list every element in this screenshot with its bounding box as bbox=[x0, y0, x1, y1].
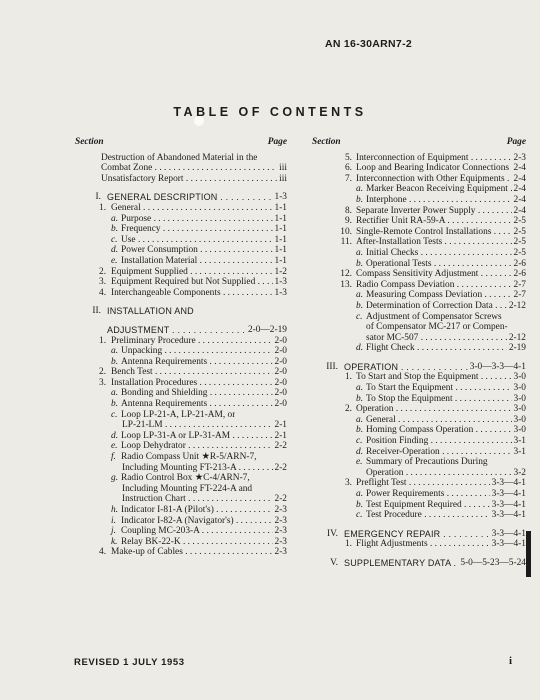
entry-number: e. bbox=[111, 255, 118, 266]
entry-number: b. bbox=[356, 300, 364, 311]
entry-number: III. bbox=[326, 361, 338, 372]
entry-page: 3-0 bbox=[513, 425, 526, 436]
entry-page: 3-0 bbox=[513, 372, 526, 383]
toc-entry bbox=[75, 174, 287, 185]
entry-page: 2-4 bbox=[513, 173, 526, 184]
entry-page: 2-0—2-19 bbox=[247, 324, 287, 335]
entry-title: To Start and Stop the Equipment . . . bbox=[356, 372, 512, 383]
toc-entry bbox=[312, 322, 526, 333]
toc-entry bbox=[312, 269, 526, 280]
entry-title: Rectifier Unit RA-59-A . . . bbox=[356, 216, 512, 227]
entry-title: SUPPLEMENTARY DATA . . . bbox=[344, 558, 458, 569]
toc-entry bbox=[312, 206, 526, 217]
entry-title: To Stop the Equipment . . . bbox=[366, 394, 512, 405]
toc-entry bbox=[75, 378, 287, 389]
toc-entry bbox=[75, 203, 287, 214]
toc-entry bbox=[312, 404, 526, 415]
toc-entry bbox=[75, 505, 287, 516]
entry-title: ADJUSTMENT . . . bbox=[107, 325, 246, 336]
entry-page: 2-0 bbox=[274, 335, 287, 346]
entry-page: 1-3 bbox=[274, 192, 287, 203]
page-heading: Page bbox=[506, 137, 526, 147]
toc-entry bbox=[75, 547, 287, 558]
entry-number: e. bbox=[356, 457, 363, 468]
section-installation-adjustment bbox=[75, 306, 287, 558]
entry-title: Single-Remote Control Installations . . . bbox=[356, 227, 512, 238]
entry-title: GENERAL DESCRIPTION . . . bbox=[107, 192, 273, 203]
entry-title: Frequency . . . bbox=[121, 224, 273, 235]
entry-number: d. bbox=[111, 245, 119, 256]
entry-page: 2-5 bbox=[513, 226, 526, 237]
toc-entry bbox=[75, 494, 287, 505]
entry-page: 2-0 bbox=[274, 399, 287, 410]
toc-entry bbox=[75, 452, 287, 463]
entry-number: a. bbox=[111, 213, 119, 224]
entry-page: 2-2 bbox=[274, 441, 287, 452]
installation-continued-entries bbox=[312, 153, 526, 354]
toc-entry bbox=[312, 237, 526, 248]
entry-page: 1-2 bbox=[274, 266, 287, 277]
toc-entry bbox=[312, 447, 526, 458]
toc-entry bbox=[312, 259, 526, 270]
entry-number: f. bbox=[111, 452, 116, 463]
section-heading: Section bbox=[75, 137, 104, 147]
page-heading: Page bbox=[267, 137, 287, 147]
entry-number: 13. bbox=[340, 279, 352, 290]
toc-entry bbox=[312, 153, 526, 164]
entry-number: h. bbox=[111, 505, 119, 515]
toc-entry bbox=[75, 325, 287, 336]
toc-entry bbox=[75, 224, 287, 235]
entry-title: Loop LP-31-A or LP-31-AM . . . bbox=[121, 431, 273, 442]
entry-number: a. bbox=[356, 489, 364, 499]
entry-number: 3. bbox=[344, 478, 352, 489]
entry-number: e. bbox=[111, 441, 118, 452]
entry-number: c. bbox=[356, 311, 363, 322]
entry-number: c. bbox=[111, 409, 118, 420]
document-number: AN 16-30ARN7-2 bbox=[324, 38, 412, 50]
toc-entry bbox=[312, 184, 526, 195]
toc-entry bbox=[75, 431, 287, 442]
entry-page: 1-1 bbox=[274, 224, 287, 235]
entry-page: 1-1 bbox=[274, 234, 287, 245]
toc-entry bbox=[75, 288, 287, 299]
toc-entry bbox=[312, 529, 526, 540]
entry-title: Radio Control Box ★C-4/ARN-7, bbox=[121, 473, 250, 484]
entry-number: d. bbox=[356, 343, 364, 354]
toc-entry bbox=[312, 372, 526, 383]
entry-title: To Start the Equipment . . . bbox=[366, 383, 512, 394]
toc-entry bbox=[75, 441, 287, 452]
entry-number: IV. bbox=[326, 528, 338, 539]
entry-page: 1-1 bbox=[274, 245, 287, 256]
toc-entry bbox=[312, 457, 526, 468]
entry-number: 11. bbox=[340, 237, 352, 248]
revision-date: REVISED 1 JULY 1953 bbox=[74, 657, 185, 668]
section-operation bbox=[312, 362, 526, 521]
toc-entry bbox=[312, 163, 526, 174]
entry-title: Operation . . . bbox=[366, 468, 512, 479]
entry-title: Including Mounting FT-213-A . . . bbox=[122, 463, 273, 474]
entry-number: 7. bbox=[344, 173, 352, 184]
entry-title: Make-up of Cables . . . bbox=[111, 547, 273, 558]
entry-title: EMERGENCY REPAIR . . . bbox=[344, 529, 490, 540]
entry-title: Interconnection of Equipment . . . bbox=[356, 153, 512, 164]
entry-title: Measuring Compass Deviation . . . bbox=[366, 290, 512, 301]
toc-entry bbox=[75, 399, 287, 410]
toc-entry bbox=[75, 267, 287, 278]
entry-page: 5-0—5-23—5-24 bbox=[460, 557, 526, 568]
entry-number: 12. bbox=[340, 269, 352, 280]
entry-title: sator MC-507 . . . bbox=[366, 333, 507, 344]
entry-page: 2-3 bbox=[274, 505, 287, 515]
toc-entry bbox=[75, 163, 287, 174]
entry-title: Equipment Supplied . . . bbox=[111, 267, 273, 278]
entry-title: General . . . bbox=[111, 203, 273, 214]
entry-page: 2-3 bbox=[513, 152, 526, 163]
entry-number: a. bbox=[356, 383, 364, 394]
toc-entry bbox=[75, 192, 287, 203]
toc-entry bbox=[312, 248, 526, 259]
entry-number: g. bbox=[111, 473, 119, 484]
entry-number: j. bbox=[111, 526, 116, 537]
entry-title: Determination of Correction Data . . . bbox=[366, 301, 507, 312]
section-general-description bbox=[75, 192, 287, 298]
toc-entry bbox=[75, 388, 287, 399]
entry-page: iii bbox=[279, 173, 287, 184]
section-emergency-repair bbox=[312, 529, 526, 550]
entry-title: Purpose . . . bbox=[121, 214, 273, 225]
entry-title: Flight Check . . . bbox=[366, 343, 507, 354]
entry-page: 2-12 bbox=[508, 300, 526, 311]
entry-title: Power Requirements . . . bbox=[366, 489, 490, 500]
toc-entry bbox=[312, 383, 526, 394]
toc-entry bbox=[75, 420, 287, 431]
toc-entry bbox=[312, 301, 526, 312]
entry-title: General . . . bbox=[366, 415, 512, 426]
entry-title: Loop Dehydrator . . . bbox=[121, 441, 273, 452]
entry-page: 3-3—4-1 bbox=[491, 499, 526, 510]
entry-page: 2-7 bbox=[513, 290, 526, 301]
toc-entry bbox=[75, 473, 287, 484]
entry-number: 1. bbox=[99, 202, 107, 213]
entry-page: 2-5 bbox=[513, 216, 526, 227]
toc-entry bbox=[75, 367, 287, 378]
entry-title: Bench Test . . . bbox=[111, 367, 273, 378]
toc-entry bbox=[312, 280, 526, 291]
entry-page: 2-4 bbox=[513, 205, 526, 216]
entry-number: 1. bbox=[344, 539, 352, 550]
entry-page: 3-3—4-1 bbox=[491, 510, 526, 521]
entry-number: i. bbox=[111, 515, 116, 526]
entry-page: 2-4 bbox=[513, 184, 526, 195]
toc-right-column bbox=[312, 137, 526, 569]
entry-title: Initial Checks . . . bbox=[366, 248, 512, 259]
toc-entry bbox=[312, 415, 526, 426]
entry-title: Receiver-Operation . . . bbox=[366, 447, 512, 458]
entry-page: 2-7 bbox=[513, 279, 526, 290]
entry-page: 3-0 bbox=[513, 393, 526, 404]
toc-left-column bbox=[75, 137, 287, 558]
toc-entry bbox=[75, 410, 287, 421]
entry-title: Antenna Requirements . . . bbox=[121, 357, 273, 368]
entry-number: 3. bbox=[99, 377, 107, 388]
entry-number: b. bbox=[356, 194, 364, 205]
entry-number: b. bbox=[356, 499, 364, 510]
entry-title: of Compensator MC-217 or Compen- bbox=[366, 322, 508, 333]
entry-title: INSTALLATION AND bbox=[107, 306, 194, 317]
entry-number: 3. bbox=[99, 277, 107, 288]
entry-title: Use . . . bbox=[121, 235, 273, 246]
entry-title: Flight Adjustments . . . bbox=[356, 539, 490, 550]
entry-number: 4. bbox=[99, 287, 107, 298]
entry-number: b. bbox=[356, 393, 364, 404]
toc-entry bbox=[312, 489, 526, 500]
entry-title: Power Consumption . . . bbox=[121, 245, 273, 256]
entry-number: a. bbox=[356, 247, 364, 258]
toc-entry bbox=[75, 235, 287, 246]
entry-title: Adjustment of Compensator Screws bbox=[366, 311, 502, 322]
toc-entry bbox=[75, 537, 287, 548]
entry-title: Preliminary Procedure . . . bbox=[111, 336, 273, 347]
entry-title: Equipment Required but Not Supplied . . . bbox=[111, 277, 273, 288]
entry-page: 1-1 bbox=[274, 213, 287, 224]
entry-title: Installation Procedures . . . bbox=[111, 378, 273, 389]
entry-page: 2-2 bbox=[274, 462, 287, 473]
entry-page: iii bbox=[279, 163, 287, 174]
toc-entry bbox=[75, 306, 287, 317]
entry-title: Bonding and Shielding . . . bbox=[121, 388, 273, 399]
entry-title: Relay BK-22-K . . . bbox=[121, 537, 273, 548]
toc-entry bbox=[312, 343, 526, 354]
entry-page: 2-0 bbox=[274, 377, 287, 388]
entry-title: Loop LP-21-A, LP-21-AM, or bbox=[121, 409, 236, 420]
entry-title: Homing Compass Operation . . . bbox=[366, 425, 512, 436]
entry-page: 3-3—4-1 bbox=[491, 539, 526, 550]
toc-entry bbox=[312, 539, 526, 550]
entry-title: Interconnection with Other Equipments . . . bbox=[356, 174, 512, 185]
entry-number: V. bbox=[330, 557, 338, 568]
entry-title: After-Installation Tests . . . bbox=[356, 237, 512, 248]
entry-page: 1-3 bbox=[274, 277, 287, 288]
entry-page: 2-3 bbox=[274, 515, 287, 526]
toc-entry bbox=[312, 394, 526, 405]
entry-title: Compass Sensitivity Adjustment . . . bbox=[356, 269, 512, 280]
entry-number: b. bbox=[111, 399, 119, 410]
toc-entry bbox=[75, 346, 287, 357]
section-supplementary-data bbox=[312, 558, 526, 569]
entry-title: Antenna Requirements . . . bbox=[121, 399, 273, 410]
entry-page: 2-0 bbox=[274, 356, 287, 367]
column-header bbox=[312, 137, 526, 148]
entry-title: Radio Compass Deviation . . . bbox=[356, 280, 512, 291]
intro-entries bbox=[75, 153, 287, 185]
entry-page: 3-3—4-1 bbox=[491, 478, 526, 489]
entry-title: Test Equipment Required . . . bbox=[366, 500, 490, 511]
revision-change-bar bbox=[526, 531, 531, 577]
entry-page: 2-3 bbox=[274, 547, 287, 558]
toc-entry bbox=[312, 436, 526, 447]
entry-page: 2-1 bbox=[274, 430, 287, 441]
toc-entry bbox=[312, 500, 526, 511]
entry-page: 1-1 bbox=[274, 255, 287, 266]
entry-number: c. bbox=[356, 436, 363, 447]
toc-entry bbox=[75, 153, 287, 164]
toc-entry bbox=[75, 463, 287, 474]
entry-number: 1. bbox=[344, 372, 352, 383]
entry-title: Marker Beacon Receiving Equipment . . . bbox=[366, 184, 512, 195]
entry-number: b. bbox=[111, 356, 119, 367]
toc-entry bbox=[312, 195, 526, 206]
entry-title: Indicator I-82-A (Navigator's) . . . bbox=[121, 516, 273, 527]
entry-page: 2-4 bbox=[513, 163, 526, 174]
toc-entry bbox=[312, 227, 526, 238]
entry-number: b. bbox=[111, 224, 119, 235]
toc-entry bbox=[312, 362, 526, 373]
entry-title: LP-21-LM . . . bbox=[122, 420, 273, 431]
entry-page: 3-3—4-1 bbox=[491, 528, 526, 539]
entry-number: k. bbox=[111, 536, 118, 547]
entry-title: Preflight Test . . . bbox=[356, 478, 490, 489]
entry-page: 2-6 bbox=[513, 269, 526, 280]
entry-number: 2. bbox=[99, 266, 107, 277]
entry-title: Including Mounting FT-224-A and bbox=[122, 483, 253, 494]
toc-entry bbox=[312, 333, 526, 344]
entry-title: Position Finding . . . bbox=[366, 436, 512, 447]
entry-number: II. bbox=[92, 306, 101, 317]
entry-title: Operation . . . bbox=[356, 404, 512, 415]
entry-title: Installation Material . . . bbox=[121, 256, 273, 267]
entry-page: 3-1 bbox=[513, 446, 526, 457]
entry-number: 2. bbox=[344, 404, 352, 415]
toc-entry bbox=[75, 277, 287, 288]
toc-entry bbox=[75, 245, 287, 256]
section-heading: Section bbox=[312, 137, 341, 147]
entry-title: Separate Inverter Power Supply . . . bbox=[356, 206, 512, 217]
entry-page: 2-5 bbox=[513, 237, 526, 248]
entry-page: 2-5 bbox=[513, 247, 526, 258]
entry-page: 3-0 bbox=[513, 404, 526, 415]
entry-number: b. bbox=[356, 425, 364, 436]
entry-title: Coupling MC-203-A . . . bbox=[121, 526, 273, 537]
entry-title: Operational Tests . . . bbox=[366, 259, 512, 270]
entry-page: 2-19 bbox=[508, 343, 526, 354]
entry-number: 10. bbox=[340, 226, 352, 237]
entry-page: 3-0 bbox=[513, 383, 526, 394]
entry-number: c. bbox=[356, 510, 363, 521]
entry-page: 3-3—4-1 bbox=[491, 489, 526, 499]
entry-page: 2-3 bbox=[274, 526, 287, 537]
entry-number: I. bbox=[95, 192, 101, 203]
entry-number: a. bbox=[356, 414, 364, 425]
entry-page: 2-0 bbox=[274, 346, 287, 357]
toc-entry bbox=[312, 312, 526, 323]
entry-page: 2-3 bbox=[274, 536, 287, 547]
entry-title: Combat Zone . . . bbox=[101, 163, 277, 174]
entry-page: 2-12 bbox=[508, 332, 526, 343]
entry-page: 2-6 bbox=[513, 258, 526, 269]
entry-number: 4. bbox=[99, 547, 107, 558]
entry-title: Interchangeable Components . . . bbox=[111, 288, 273, 299]
entry-title: Destruction of Abandoned Material in the bbox=[101, 152, 258, 163]
column-header bbox=[75, 137, 287, 148]
entry-title: Summary of Precautions During bbox=[366, 457, 488, 468]
entry-number: a. bbox=[356, 290, 364, 301]
entry-page: 2-4 bbox=[513, 194, 526, 205]
entry-number: c. bbox=[111, 234, 118, 245]
page-title: TABLE OF CONTENTS bbox=[173, 105, 367, 119]
entry-title: Test Procedure . . . bbox=[366, 510, 490, 521]
entry-title: Radio Compass Unit ★R-5/ARN-7, bbox=[121, 452, 257, 463]
entry-page: 2-1 bbox=[274, 420, 287, 431]
toc-entry bbox=[75, 516, 287, 527]
toc-entry bbox=[75, 526, 287, 537]
entry-page: 3-1 bbox=[513, 436, 526, 447]
toc-entry bbox=[312, 425, 526, 436]
entry-page: 2-0 bbox=[274, 367, 287, 378]
entry-page: 2-0 bbox=[274, 388, 287, 399]
toc-entry bbox=[75, 357, 287, 368]
entry-number: 2. bbox=[99, 367, 107, 378]
entry-page: 1-1 bbox=[274, 202, 287, 213]
entry-page: 3-0—3-3—4-1 bbox=[469, 361, 526, 372]
entry-title: Unpacking . . . bbox=[121, 346, 273, 357]
entry-number: d. bbox=[356, 446, 364, 457]
toc-entry bbox=[75, 336, 287, 347]
toc-entry bbox=[75, 484, 287, 495]
page-number: i bbox=[508, 655, 512, 667]
toc-entry bbox=[75, 256, 287, 267]
toc-entry bbox=[312, 290, 526, 301]
entry-title: Unsatisfactory Report . . . bbox=[101, 174, 277, 185]
entry-number: 1. bbox=[99, 335, 107, 346]
entry-title: OPERATION . . . bbox=[344, 362, 468, 373]
entry-page: 3-0 bbox=[513, 414, 526, 425]
toc-entry bbox=[312, 174, 526, 185]
entry-title: Interphone . . . bbox=[366, 195, 512, 206]
entry-number: 6. bbox=[344, 163, 352, 174]
toc-entry bbox=[312, 558, 526, 569]
toc-entry bbox=[312, 510, 526, 521]
entry-number: 9. bbox=[344, 216, 352, 227]
entry-number: a. bbox=[111, 388, 119, 399]
toc-entry bbox=[312, 478, 526, 489]
entry-title: Instruction Chart . . . bbox=[122, 494, 273, 505]
entry-number: 8. bbox=[344, 205, 352, 216]
entry-page: 2-2 bbox=[274, 494, 287, 505]
toc-entry bbox=[75, 214, 287, 225]
entry-number: b. bbox=[356, 258, 364, 269]
entry-number: 5. bbox=[344, 152, 352, 163]
entry-number: a. bbox=[111, 346, 119, 357]
entry-number: d. bbox=[111, 430, 119, 441]
toc-entry bbox=[312, 216, 526, 227]
entry-page: 1-3 bbox=[274, 287, 287, 298]
entry-number: a. bbox=[356, 184, 364, 195]
entry-title: Indicator I-81-A (Pilot's) . . . bbox=[121, 505, 273, 516]
entry-page: 3-2 bbox=[513, 467, 526, 478]
entry-title: Loop and Bearing Indicator Connections . . . bbox=[356, 163, 512, 174]
toc-entry bbox=[312, 468, 526, 479]
